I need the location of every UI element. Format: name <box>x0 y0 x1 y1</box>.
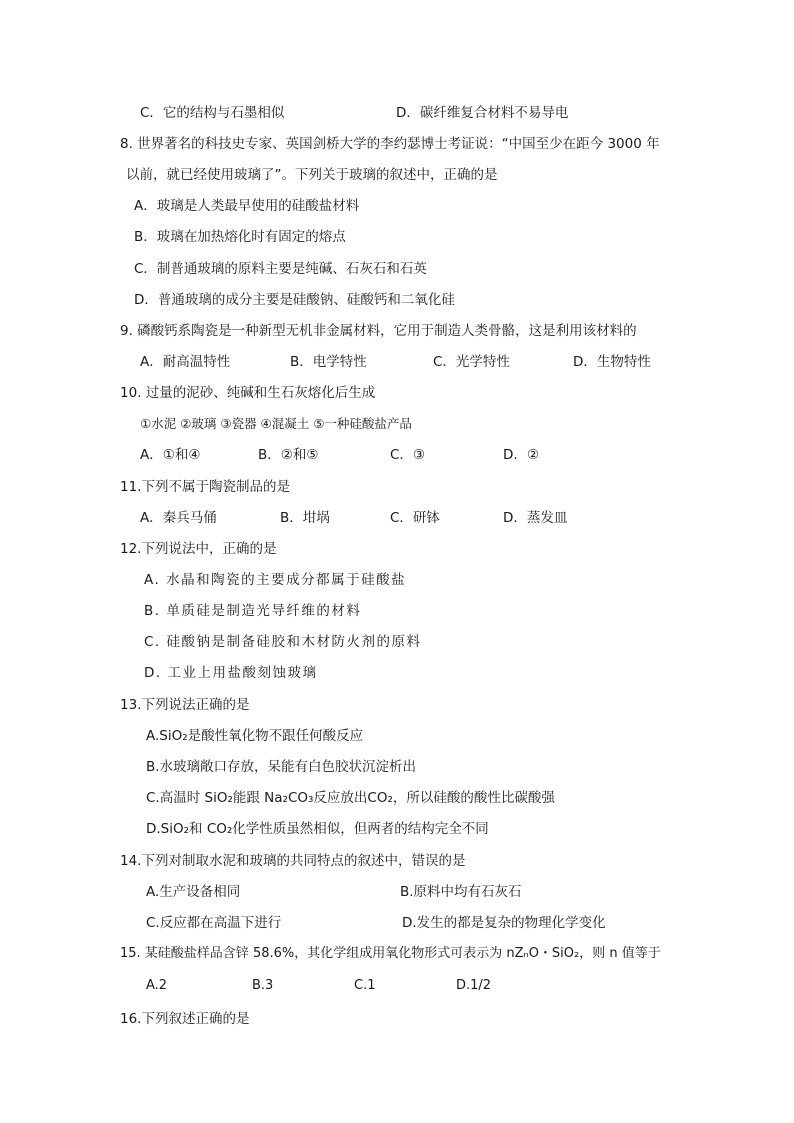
q13-option-a: A.SiO₂是酸性氧化物不跟任何酸反应 <box>146 728 364 744</box>
q13-stem: 13.下列说法正确的是 <box>120 697 250 713</box>
q14-option-d: D.发生的都是复杂的物理化学变化 <box>402 915 606 931</box>
q9-option-a: A．耐高温特性 <box>140 354 231 370</box>
q10-option-d: D．② <box>503 447 539 463</box>
q11-option-b: B．坩埚 <box>280 510 330 526</box>
q10-option-c: C．③ <box>390 447 426 463</box>
q13-option-d: D.SiO₂和 CO₂化学性质虽然相似，但两者的结构完全不同 <box>146 821 489 837</box>
q14-option-b: B.原料中均有石灰石 <box>400 884 522 900</box>
q14-option-c: C.反应都在高温下进行 <box>146 915 282 931</box>
q13-option-b: B.水玻璃敞口存放，呆能有白色胶状沉淀析出 <box>146 759 417 775</box>
q9-option-c: C．光学特性 <box>433 354 510 370</box>
q8-option-c: C．制普通玻璃的原料主要是纯碱、石灰石和石英 <box>134 261 427 277</box>
q11-stem: 11.下列不属于陶瓷制品的是 <box>120 479 290 495</box>
q15-option-a: A.2 <box>146 978 168 993</box>
q13-option-c: C.高温时 SiO₂能跟 Na₂CO₃反应放出CO₂，所以硅酸的酸性比碳酸强 <box>146 790 555 806</box>
q11-option-a: A．秦兵马俑 <box>140 510 217 526</box>
q15-stem: 15. 某硅酸盐样品含锌 58.6%，其化学组成用氧化物形式可表示为 nZₙO・SiO₂，则 n 值等于 <box>120 946 661 961</box>
q7-option-c: C．它的结构与石墨相似 <box>140 105 285 121</box>
q15-option-b: B.3 <box>252 978 274 993</box>
q8-stem-line1: 8. 世界著名的科技史专家、英国剑桥大学的李约瑟博士考证说：“中国至少在距今 3000 年 <box>120 136 660 152</box>
q7-option-d: D．碳纤维复合材料不易导电 <box>396 105 569 121</box>
q12-option-c: C. 硅酸钠是制备硅胶和木材防火剂的原料 <box>144 634 422 650</box>
q9-stem: 9. 磷酸钙系陶瓷是一种新型无机非金属材料，它用于制造人类骨骼，这是利用该材料的 <box>120 323 637 339</box>
q12-option-a: A. 水晶和陶瓷的主要成分都属于硅酸盐 <box>144 572 407 588</box>
q16-stem: 16.下列叙述正确的是 <box>120 1011 250 1027</box>
q8-option-b: B．玻璃在加热熔化时有固定的熔点 <box>134 229 346 245</box>
q14-option-a: A.生产设备相同 <box>146 884 241 900</box>
q9-option-d: D．生物特性 <box>573 354 651 370</box>
q10-items: ①水泥 ②玻璃 ③瓷器 ④混凝土 ⑤一种硅酸盐产品 <box>140 416 412 431</box>
q14-stem: 14.下列对制取水泥和玻璃的共同特点的叙述中，错误的是 <box>120 853 466 869</box>
q12-option-d: D. 工业上用盐酸刻蚀玻璃 <box>144 665 318 681</box>
q9-option-b: B．电学特性 <box>290 354 367 370</box>
q15-option-d: D.1/2 <box>456 978 492 993</box>
q8-option-a: A．玻璃是人类最早使用的硅酸盐材料 <box>134 198 360 214</box>
q10-option-a: A．①和④ <box>140 447 201 463</box>
q8-stem-line2: 以前，就已经使用玻璃了”。下列关于玻璃的叙述中，正确的是 <box>126 167 498 183</box>
q12-stem: 12.下列说法中，正确的是 <box>120 541 277 557</box>
q11-option-d: D．蒸发皿 <box>503 510 568 526</box>
q8-option-d: D．普通玻璃的成分主要是硅酸钠、硅酸钙和二氧化硅 <box>134 292 455 308</box>
q15-option-c: C.1 <box>354 978 376 993</box>
q12-option-b: B. 单质硅是制造光导纤维的材料 <box>144 603 362 619</box>
q10-stem: 10. 过量的泥砂、纯碱和生石灰熔化后生成 <box>120 385 376 401</box>
q10-option-b: B．②和⑤ <box>258 447 319 463</box>
q11-option-c: C．研钵 <box>390 510 440 526</box>
